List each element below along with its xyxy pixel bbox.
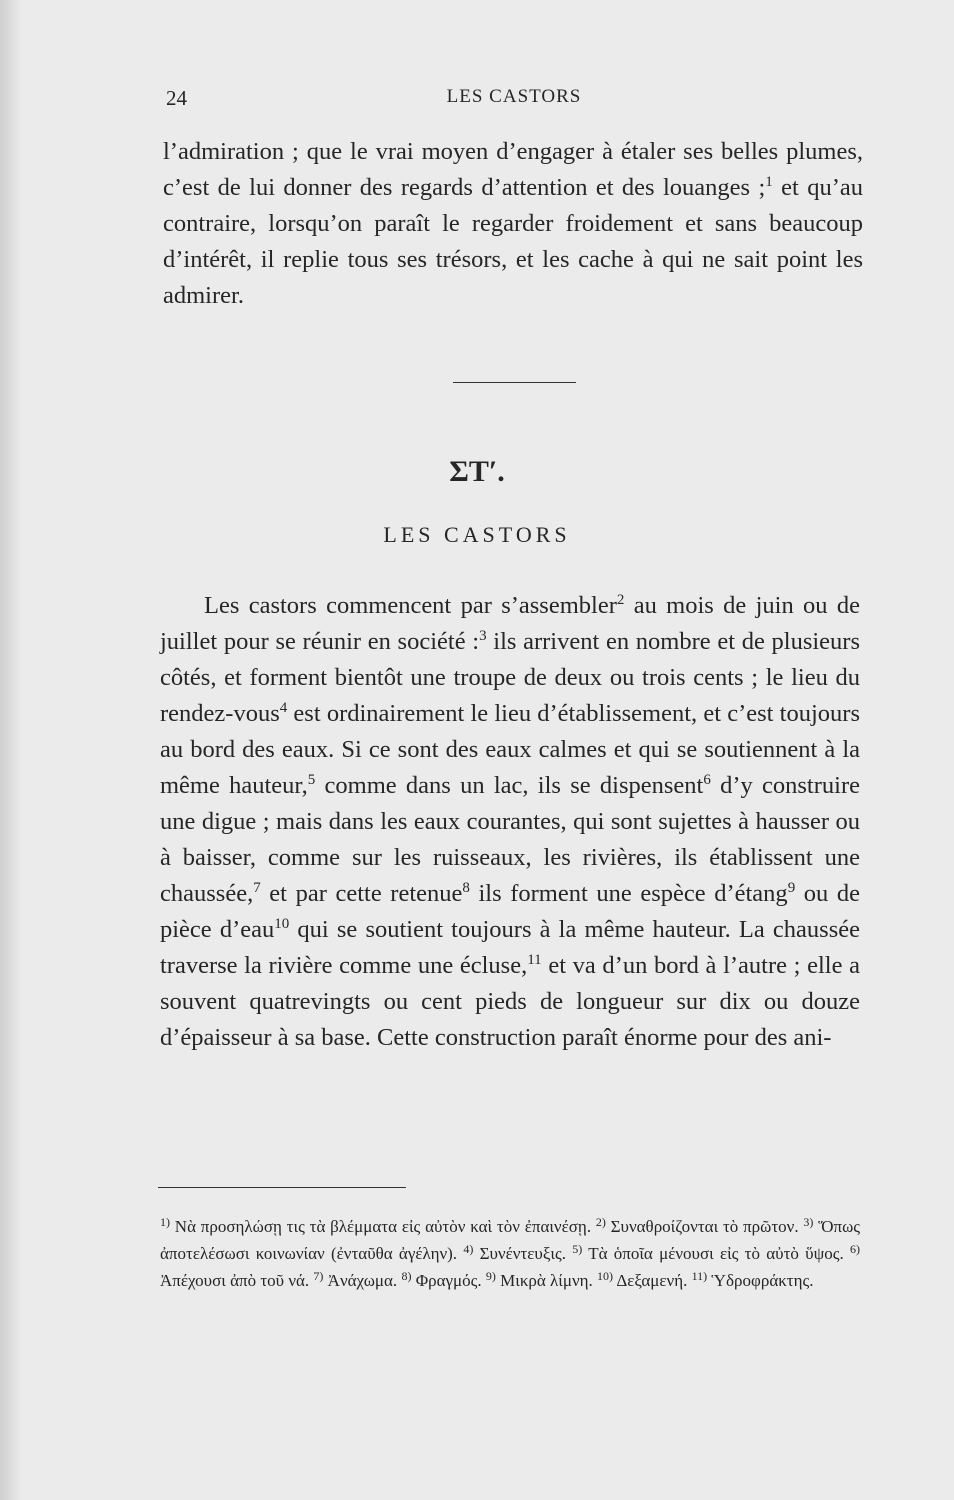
footnote-text: Ἀπέχουσι ἀπὸ τοῦ νά. xyxy=(160,1271,314,1290)
text-run: d’y construire une digue ; mais dans les eaux courantes, qui sont sujettes à hausser ou à baisser, comme sur les ruisseaux, les rivières, ils établissent une chaussée, xyxy=(160,772,860,907)
section-number: ΣΤʹ. xyxy=(449,455,505,488)
footnote-text: Δεξαμενή. xyxy=(613,1271,692,1290)
running-head xyxy=(166,86,862,120)
text-run: ils arrivent en nombre et de plusieurs côtés, et forment bientôt une troupe de deux ou trois cents ; le lieu du rendez-vous xyxy=(160,628,860,727)
footnote-text: Συνέντευξις. xyxy=(473,1244,573,1263)
text-run: et va d’un bord à l’autre ; elle a souvent quatrevingts ou cent pieds de longueur sur dix ou douze d’épaisseur à sa base. Cette construction paraît énorme pour des ani- xyxy=(160,952,860,1051)
footnote-divider xyxy=(158,1187,406,1188)
page-spine-shadow xyxy=(0,0,22,1500)
footnote-ref: 3 xyxy=(479,628,487,644)
text-run: ou de pièce d’eau xyxy=(160,880,861,943)
footnote-ref: 10 xyxy=(274,916,290,932)
footnote-text: Φραγμός. xyxy=(411,1271,486,1290)
footnote-marker: 6) xyxy=(850,1242,860,1256)
footnote-ref: 11 xyxy=(527,952,542,968)
footnote-marker: 5) xyxy=(572,1242,583,1256)
text-run: l’admiration ; que le vrai moyen d’engager à étaler ses belles plumes, c’est de lui donner des regards d’attention et des louanges ; xyxy=(163,138,863,201)
footnote-ref: 8 xyxy=(462,880,470,896)
footnote-ref: 2 xyxy=(616,592,625,608)
footnote-marker: 8) xyxy=(401,1269,412,1283)
footnote-text: Ὅπως ἀποτελέσωσι κοινωνίαν (ἐνταῦθα ἀγέλην). xyxy=(160,1217,860,1263)
text-run: ils forment une espèce d’étang xyxy=(469,880,788,907)
carryover-paragraph xyxy=(163,134,863,314)
footnote-ref: 4 xyxy=(279,700,288,716)
text-run: qui se soutient toujours à la même hauteur. La chaussée traverse la rivière comme une écluse, xyxy=(160,916,860,979)
footnote-ref: 1 xyxy=(765,174,773,190)
footnote-ref: 7 xyxy=(253,880,261,896)
text-run: Les castors commencent par s’assembler xyxy=(204,592,617,619)
footnote-text: Ὑδροφράκτης. xyxy=(707,1271,814,1290)
text-run: est ordinairement le lieu d’établissement, et c’est toujours au bord des eaux. Si ce sont des eaux calmes et qui se soutiennent à la même hauteur, xyxy=(160,700,860,799)
footnote-text: Ἀνάχωμα. xyxy=(323,1271,402,1290)
footnote-ref: 6 xyxy=(703,772,711,788)
text-run: au mois de juin ou de juillet pour se réunir en société : xyxy=(160,592,861,655)
footnote-marker: 1) xyxy=(160,1215,170,1229)
footnote-marker: 4) xyxy=(463,1242,474,1256)
footnote-marker: 10) xyxy=(597,1269,614,1283)
text-run: comme dans un lac, ils se dispensent xyxy=(315,772,704,799)
footnote-text: Συναθροίζονται τὸ πρῶτον. xyxy=(605,1217,804,1236)
main-paragraph xyxy=(160,588,860,1056)
footnote-marker: 2) xyxy=(595,1215,606,1229)
chapter-title: LES CASTORS xyxy=(383,522,571,547)
footnote-ref: 9 xyxy=(787,880,796,896)
footnote-marker: 7) xyxy=(313,1269,324,1283)
page-number: 24 xyxy=(166,86,187,110)
footnotes xyxy=(160,1213,860,1294)
footnote-ref: 5 xyxy=(307,772,316,788)
running-title: LES CASTORS xyxy=(446,86,582,107)
text-run: et par cette retenue xyxy=(260,880,463,907)
footnote-marker: 3) xyxy=(803,1215,814,1229)
footnote-text: Νὰ προσηλώσῃ τις τὰ βλέμματα εἰς αὐτὸν καὶ τὸν ἐπαινέσῃ. xyxy=(170,1217,596,1236)
footnote-marker: 9) xyxy=(485,1269,496,1283)
footnote-text: Μικρὰ λίμνη. xyxy=(495,1271,598,1290)
footnote-marker: 11) xyxy=(691,1269,708,1283)
section-divider xyxy=(453,382,576,383)
text-run: et qu’au contraire, lorsqu’on paraît le regarder froidement et sans beaucoup d’intérêt, il replie tous ses trésors, et les cache à qui ne sait point les admirer. xyxy=(163,174,864,309)
footnote-text: Τὰ ὁποῖα μένουσι εἰς τὸ αὐτὸ ὕψος. xyxy=(582,1244,850,1263)
